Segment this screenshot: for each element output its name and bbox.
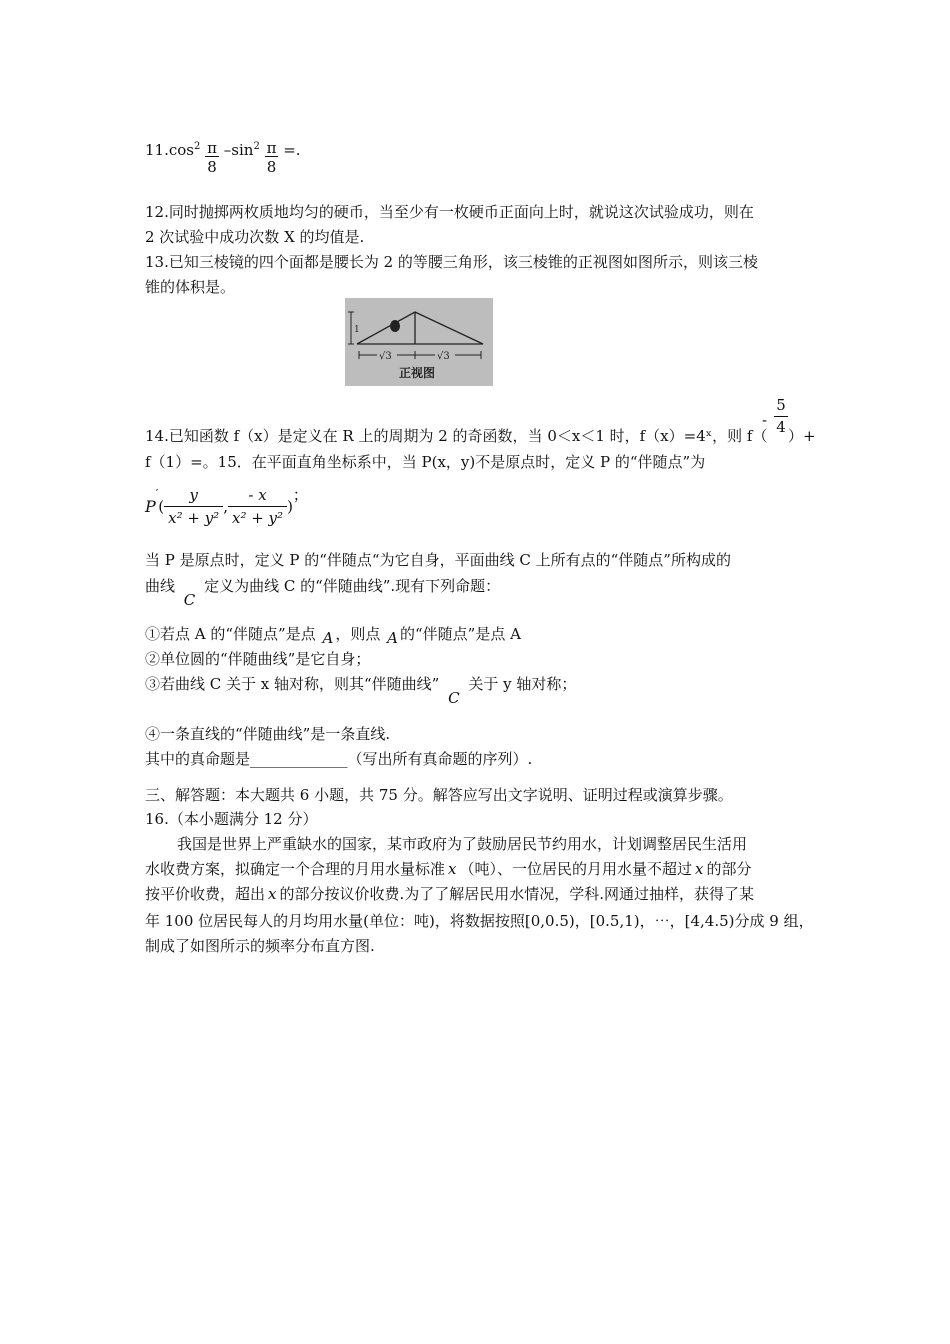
q14-part-c: ）+ [788, 427, 816, 445]
companion-formula [145, 488, 308, 526]
q16-p4: 年 100 位居民每人的月均用水量(单位：吨)，将数据按照[0,0.5)，[0.5,1)，⋯，[4,4.5)分成 9 组， [145, 912, 814, 930]
dim-left-label: √3 [379, 351, 392, 362]
front-view-figure [345, 298, 493, 386]
formula-close: ) [287, 497, 293, 516]
p2-a: 水收费方案，拟确定一个合理的月用水量标准 [145, 860, 446, 878]
formula-num1: y [189, 486, 198, 504]
p2-c: 的部分 [706, 860, 752, 878]
formula-P: P [145, 497, 156, 516]
item3-b: 关于 y 轴对称； [468, 675, 577, 693]
x-var-1: x [448, 860, 457, 878]
q11-frac2 [265, 141, 279, 175]
q11-sup2: 2 [253, 141, 260, 152]
q11-sup1: 2 [193, 141, 201, 152]
figure-caption: 正视图 [399, 366, 436, 380]
q11-pi2: π [266, 139, 277, 157]
C-prime-1: C [183, 591, 196, 609]
item3-a: ③若曲线 C 关于 x 轴对称，则其“伴随曲线” [145, 675, 440, 693]
formula-den1: x² + y² [164, 506, 223, 526]
q16-p5: 制成了如图所示的频率分布直方图. [145, 937, 375, 955]
q14-frac-num: 5 [776, 396, 786, 414]
q14-frac-den: 4 [774, 416, 788, 435]
A-prime-1: A [322, 629, 334, 647]
p3-b: 的部分按议价收费.为了了解居民用水情况，学科.网通过抽样，获得了某 [279, 885, 755, 903]
q16-p1: 我国是世界上严重缺水的国家，某市政府为了鼓励居民节约用水，计划调整居民生活用 [177, 835, 748, 853]
q11-eight1: 8 [205, 156, 219, 175]
def-line2-b: 定义为曲线 C 的“伴随曲线”.现有下列命题： [204, 577, 501, 595]
q14-part-b: ，则 f（ [712, 427, 768, 445]
A-prime-2: A [387, 629, 398, 647]
C-prime-2: C [448, 689, 460, 707]
item1-a: ①若点 A 的“伴随点”是点 [145, 625, 316, 643]
p3-a: 按平价收费，超出 [145, 885, 266, 903]
q15-item1 [145, 624, 521, 647]
x-var-2: x [695, 860, 704, 878]
formula-frac1 [164, 488, 223, 526]
q11-pi1: π [207, 139, 217, 157]
item1-b: ，则点 [335, 625, 381, 643]
q14-frac [774, 398, 788, 435]
x-var-3: x [268, 885, 277, 903]
section-3-heading: 三、解答题：本大题共 6 小题，共 75 分。解答应写出文字说明、证明过程或演算步骤。 [145, 786, 733, 804]
q15-def-line1: 当 P 是原点时，定义 P 的“伴随点“为它自身，平面曲线 C 上所有点的“伴随点”所构成的 [145, 551, 731, 569]
q13-line2: 锥的体积是。 [145, 278, 236, 296]
def-line2-a: 曲线 [145, 577, 176, 595]
q13-line1: 13.已知三棱镜的四个面都是腰长为 2 的等腰三角形，该三棱锥的正视图如图所示，则该三棱 [145, 253, 758, 271]
q16-p3 [145, 884, 754, 904]
q14-frac-neg: - [762, 411, 768, 429]
formula-semi: ； [292, 486, 308, 504]
q11-mid: –sin [219, 141, 254, 159]
front-view-diagram [345, 298, 493, 386]
q16-header: 16.（本小题满分 12 分） [145, 810, 318, 828]
formula-prime: ′ [155, 487, 159, 500]
q15-def-line2 [145, 576, 501, 609]
dim-height-label: 1 [354, 325, 360, 335]
q12-line1: 12.同时抛掷两枚质地均匀的硬币，当至少有一枚硬币正面向上时，就说这次试验成功，则在 [145, 203, 754, 221]
formula-num2: - x [248, 486, 267, 504]
q11-prefix: 11.cos [145, 141, 194, 159]
q15-item4: ④一条直线的“伴随曲线”是一条直线. [145, 725, 391, 743]
q14-power: 4ˣ [696, 427, 713, 445]
q15-item3 [145, 674, 577, 707]
q15-item2: ②单位圆的“伴随曲线”是它自身； [145, 650, 371, 668]
q12-line2: 2 次试验中成功次数 X 的均值是. [145, 228, 365, 246]
q11-suffix: =. [278, 141, 301, 159]
q11 [145, 140, 301, 175]
p2-b: （吨）、一位居民的月用水量不超过 [459, 860, 692, 878]
q11-frac1 [205, 141, 219, 175]
formula-comma: , [223, 497, 228, 516]
formula-den2: x² + y² [228, 506, 287, 526]
q14-part-a: 14.已知函数 f（x）是定义在 R 上的周期为 2 的奇函数，当 0＜x＜1 时，f（x）= [145, 427, 697, 445]
q14-line2: f（1）=。15．在平面直角坐标系中，当 P(x，y)不是原点时，定义 P 的“伴随点”为 [145, 453, 706, 471]
q11-eight2: 8 [265, 156, 279, 175]
formula-frac2 [228, 488, 287, 526]
q16-p2 [145, 859, 751, 879]
dim-right-label: √3 [437, 351, 450, 362]
q14-line1 [145, 426, 767, 446]
q15-answer: 其中的真命题是_____________（写出所有真命题的序列）. [145, 750, 533, 768]
formula-open: ( [158, 497, 165, 516]
item1-c: 的“伴随点”是点 A [399, 625, 521, 643]
